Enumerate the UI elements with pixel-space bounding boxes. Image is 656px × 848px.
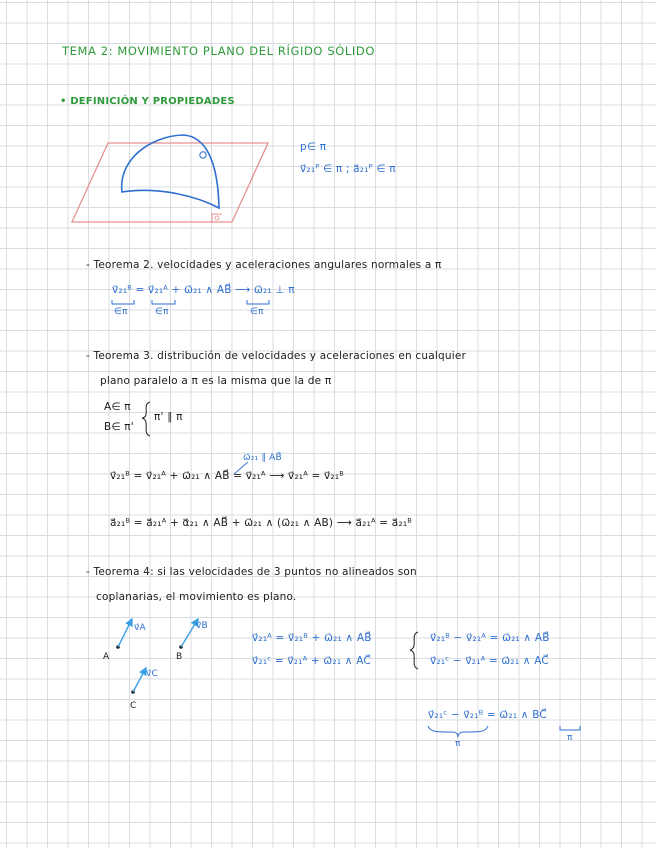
label-point-c: C	[130, 701, 137, 711]
label-velocity-c: v⃗C	[146, 669, 159, 679]
label-velocity-b: v⃗B	[196, 621, 208, 631]
theorem-4-line-2: coplanarias, el movimiento es plano.	[96, 591, 297, 603]
theorem-4-eq-b1: v⃗₂₁ᴮ − v⃗₂₁ᴬ = ω⃗₂₁ ∧ AB⃗	[430, 632, 550, 644]
theorem-4-eq-a1: v⃗₂₁ᴬ = v⃗₂₁ᴮ + ω⃗₂₁ ∧ AB⃗	[252, 632, 372, 644]
theorem-4-pi-left: π	[455, 739, 461, 749]
label-velocity-a: v⃗A	[134, 623, 146, 633]
theorem-3-annotation: ω⃗₂₁ ∥ AB⃗	[243, 453, 282, 463]
theorem-2-equation: v⃗₂₁ᴮ = v⃗₂₁ᴬ + ω⃗₂₁ ∧ AB⃗ ⟶ ω⃗₂₁ ⊥ π	[112, 284, 295, 296]
section-heading: • DEFINICIÓN Y PROPIEDADES	[60, 96, 235, 107]
theorem-4-line-1: - Teorema 4: si las velocidades de 3 puntos no alineados son	[86, 566, 417, 578]
page-title: TEMA 2: MOVIMIENTO PLANO DEL RÍGIDO SÓLIDO	[62, 44, 375, 58]
theorem-3-eq-velocity: v⃗₂₁ᴮ = v⃗₂₁ᴬ + ω⃗₂₁ ∧ AB⃗ = v⃗₂₁ᴬ ⟶ v⃗₂₁ᴬ = v⃗₂₁ᴮ	[110, 470, 344, 482]
theorem-4-eq-c: v⃗₂₁ᶜ − v⃗₂₁ᴮ = ω⃗₂₁ ∧ BC⃗	[428, 709, 547, 721]
def-line-1: p∈ π	[300, 141, 327, 153]
def-line-2: v⃗₂₁ᴾ ∈ π ; a⃗₂₁ᴾ ∈ π	[300, 163, 396, 175]
theorem-3-cond-b: B∈ π'	[104, 421, 134, 433]
theorem-3-line-2: plano paralelo a π es la misma que la de π	[100, 375, 332, 387]
theorem-3-cond-parallel: π' ∥ π	[154, 411, 183, 423]
theorem-4-pi-right: π	[567, 733, 573, 743]
theorem-3-cond-a: A∈ π	[104, 401, 131, 413]
label-point-a: A	[103, 652, 110, 662]
theorem-3-eq-acceleration: a⃗₂₁ᴮ = a⃗₂₁ᴬ + α⃗₂₁ ∧ AB⃗ + ω⃗₂₁ ∧ (ω⃗₂₁ ∧ AB) ⟶ a⃗₂₁ᴬ = a⃗₂₁ᴮ	[110, 517, 412, 529]
label-point-b: B	[176, 652, 183, 662]
theorem-4-eq-a2: v⃗₂₁ᶜ = v⃗₂₁ᴬ + ω⃗₂₁ ∧ AC⃗	[252, 655, 371, 667]
theorem-2-under-1: ∈π	[114, 307, 128, 317]
theorem-2-under-3: ∈π	[250, 307, 264, 317]
theorem-3-line-1: - Teorema 3. distribución de velocidades y aceleraciones en cualquier	[86, 350, 467, 362]
theorem-4-eq-b2: v⃗₂₁ᶜ − v⃗₂₁ᴬ = ω⃗₂₁ ∧ AC⃗	[430, 655, 549, 667]
theorem-2-under-2: ∈π	[155, 307, 169, 317]
theorem-2-text: - Teorema 2. velocidades y aceleraciones angulares normales a π	[86, 259, 442, 271]
